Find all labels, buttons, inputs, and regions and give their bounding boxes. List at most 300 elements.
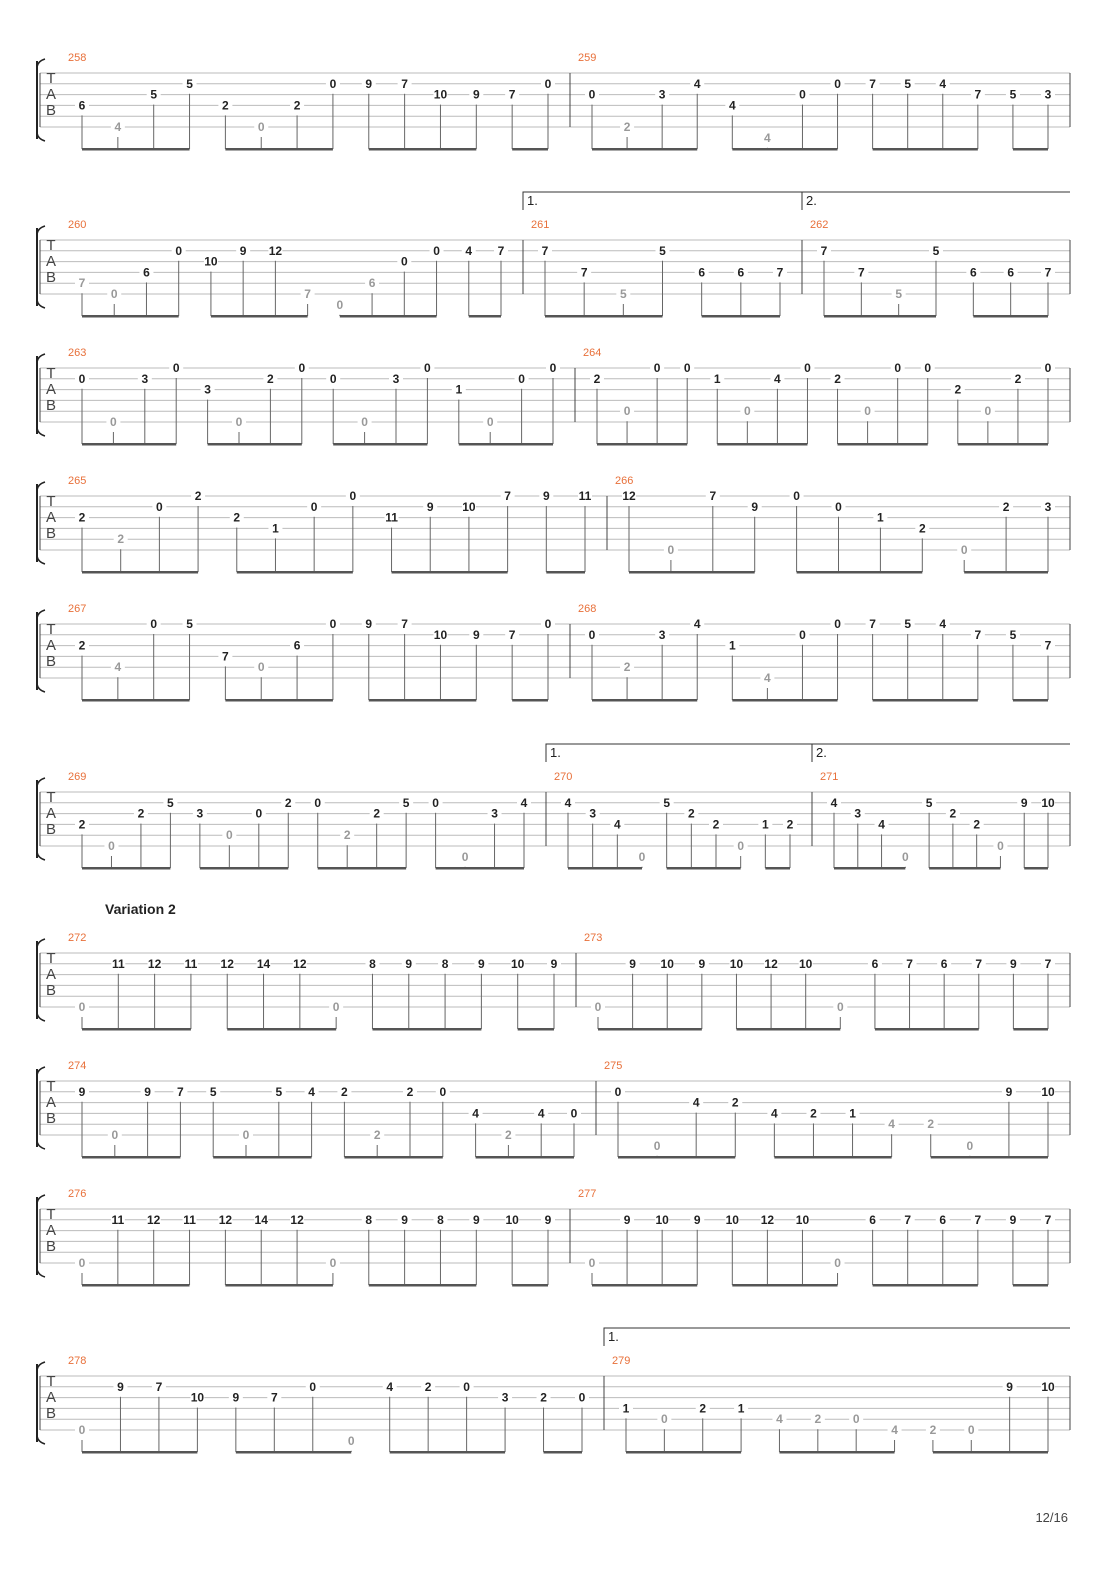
tab-clef-letter: T bbox=[46, 1206, 56, 1223]
fret-number: 7 bbox=[401, 76, 408, 91]
fret-number: 9 bbox=[1005, 1084, 1013, 1099]
fret-number: 2 bbox=[267, 371, 274, 386]
fret-number: 0 bbox=[347, 1433, 355, 1448]
measure-number: 266 bbox=[615, 475, 634, 487]
fret-number: 2 bbox=[137, 806, 145, 821]
fret-number: 0 bbox=[309, 1379, 317, 1394]
fret-number: 0 bbox=[242, 1128, 250, 1142]
fret-number: 5 bbox=[895, 287, 903, 301]
fret-number: 7 bbox=[580, 265, 588, 280]
tab-clef-letter: T bbox=[46, 493, 56, 510]
fret-number: 6 bbox=[940, 956, 948, 971]
fret-number: 3 bbox=[1044, 87, 1052, 102]
fret-number: 4 bbox=[764, 671, 771, 685]
beam bbox=[1024, 867, 1048, 870]
fret-number: 5 bbox=[402, 795, 410, 810]
fret-number: 2 bbox=[949, 806, 957, 821]
beam bbox=[82, 1156, 180, 1159]
bracket-hook-bottom bbox=[37, 1269, 45, 1277]
bracket-hook-bottom bbox=[37, 1013, 45, 1021]
beam bbox=[973, 315, 1048, 318]
fret-number: 2 bbox=[699, 1401, 707, 1416]
beam bbox=[1013, 1028, 1048, 1031]
fret-number: 0 bbox=[518, 371, 525, 386]
beam bbox=[237, 571, 353, 574]
tab-clef-letter: T bbox=[46, 237, 56, 254]
fret-number: 2 bbox=[117, 532, 125, 547]
fret-number: 6 bbox=[293, 638, 301, 653]
fret-number: 0 bbox=[544, 76, 552, 91]
beam bbox=[618, 1156, 735, 1159]
fret-number: 5 bbox=[186, 617, 193, 631]
fret-number: 0 bbox=[298, 361, 306, 375]
fret-number: 10 bbox=[795, 1212, 810, 1227]
fret-number: 4 bbox=[878, 817, 885, 832]
fret-number: 1 bbox=[877, 510, 884, 525]
fret-number: 9 bbox=[472, 1212, 480, 1227]
fret-number: 10 bbox=[505, 1212, 519, 1227]
fret-number: 11 bbox=[111, 956, 125, 971]
fret-number: 10 bbox=[799, 956, 813, 971]
fret-number: 9 bbox=[401, 1212, 408, 1227]
tab-system bbox=[37, 1060, 1070, 1159]
beam bbox=[626, 1451, 741, 1454]
fret-number: 2 bbox=[786, 817, 794, 832]
beam bbox=[512, 1284, 548, 1287]
tab-clef-letter: T bbox=[46, 365, 56, 382]
tab-clef-letter: B bbox=[45, 821, 57, 838]
fret-number: 9 bbox=[1010, 956, 1017, 971]
bracket-hook-top bbox=[37, 1195, 45, 1203]
fret-number: 0 bbox=[966, 1138, 974, 1153]
beam bbox=[702, 315, 780, 318]
beam bbox=[82, 1284, 190, 1287]
fret-number: 0 bbox=[588, 1256, 596, 1270]
fret-number: 0 bbox=[835, 499, 842, 514]
fret-number: 10 bbox=[511, 956, 525, 971]
fret-number: 4 bbox=[308, 1084, 315, 1099]
fret-number: 5 bbox=[186, 76, 193, 91]
fret-number: 4 bbox=[693, 617, 701, 631]
fret-number: 7 bbox=[906, 956, 913, 971]
fret-number: 2 bbox=[505, 1128, 512, 1142]
beam bbox=[765, 867, 790, 870]
beam bbox=[732, 699, 837, 702]
fret-number: 7 bbox=[222, 649, 229, 664]
fret-number: 0 bbox=[329, 617, 337, 631]
bracket-hook-top bbox=[37, 354, 45, 362]
volta-label: 2. bbox=[806, 193, 817, 208]
fret-number: 0 bbox=[400, 254, 408, 269]
fret-number: 12 bbox=[147, 1212, 161, 1227]
beam bbox=[774, 1156, 891, 1159]
fret-number: 4 bbox=[888, 1117, 895, 1132]
beam bbox=[208, 443, 302, 446]
fret-number: 4 bbox=[472, 1106, 479, 1121]
fret-number: 9 bbox=[117, 1379, 124, 1394]
fret-number: 12 bbox=[293, 956, 307, 971]
beam bbox=[211, 315, 308, 318]
fret-number: 9 bbox=[232, 1390, 240, 1405]
fret-number: 3 bbox=[854, 806, 862, 821]
fret-number: 0 bbox=[614, 1084, 622, 1099]
fret-number: 9 bbox=[365, 76, 373, 91]
fret-number: 2 bbox=[540, 1390, 547, 1405]
beam bbox=[225, 699, 333, 702]
fret-number: 0 bbox=[461, 849, 469, 864]
fret-number: 9 bbox=[472, 87, 480, 102]
beam bbox=[592, 148, 697, 151]
beam bbox=[82, 1451, 197, 1454]
fret-number: 2 bbox=[406, 1084, 414, 1099]
fret-number: 0 bbox=[638, 849, 646, 864]
fret-number: 12 bbox=[268, 243, 283, 258]
fret-number: 3 bbox=[501, 1390, 509, 1405]
fret-number: 2 bbox=[284, 795, 292, 810]
fret-number: 10 bbox=[1041, 1084, 1055, 1099]
fret-number: 9 bbox=[542, 489, 550, 503]
measure-number: 259 bbox=[578, 52, 597, 64]
fret-number: 4 bbox=[939, 617, 947, 631]
fret-number: 9 bbox=[693, 1212, 701, 1227]
beam bbox=[369, 699, 477, 702]
fret-number: 0 bbox=[743, 404, 751, 419]
beam bbox=[929, 867, 1000, 870]
fret-number: 0 bbox=[1044, 361, 1052, 375]
tab-clef-letter: B bbox=[45, 397, 57, 414]
fret-number: 2 bbox=[927, 1117, 935, 1132]
bracket-hook-top bbox=[37, 1362, 45, 1370]
fret-number: 9 bbox=[144, 1084, 151, 1099]
beam bbox=[1013, 1284, 1048, 1287]
fret-number: 4 bbox=[386, 1379, 394, 1394]
fret-number: 0 bbox=[984, 404, 992, 419]
beam bbox=[545, 315, 663, 318]
fret-number: 9 bbox=[1006, 1379, 1013, 1394]
fret-number: 6 bbox=[698, 265, 706, 280]
bracket-hook-bottom bbox=[37, 1141, 45, 1149]
fret-number: 4 bbox=[939, 76, 947, 91]
beam bbox=[779, 1451, 894, 1454]
fret-number: 2 bbox=[834, 371, 841, 386]
tab-system bbox=[37, 192, 1070, 318]
fret-number: 0 bbox=[111, 1128, 119, 1142]
bracket-hook-top bbox=[37, 226, 45, 234]
fret-number: 0 bbox=[486, 415, 494, 429]
beam bbox=[82, 699, 190, 702]
fret-number: 0 bbox=[588, 627, 596, 642]
fret-number: 3 bbox=[392, 371, 400, 386]
fret-number: 12 bbox=[622, 489, 636, 503]
fret-number: 4 bbox=[692, 1095, 700, 1110]
tab-clef-letter: B bbox=[45, 269, 57, 286]
beam bbox=[340, 315, 437, 318]
fret-number: 5 bbox=[619, 287, 627, 301]
fret-number: 4 bbox=[465, 243, 473, 258]
fret-number: 9 bbox=[550, 956, 558, 971]
fret-number: 1 bbox=[455, 382, 463, 397]
beam bbox=[736, 1028, 840, 1031]
beam bbox=[873, 699, 978, 702]
beam bbox=[933, 1451, 1048, 1454]
fret-number: 10 bbox=[729, 956, 744, 971]
fret-number: 10 bbox=[190, 1390, 205, 1405]
fret-number: 7 bbox=[776, 265, 784, 280]
fret-number: 2 bbox=[973, 817, 981, 832]
fret-number: 1 bbox=[737, 1401, 745, 1416]
fret-number: 5 bbox=[167, 795, 174, 810]
tab-clef-letter: T bbox=[46, 1373, 56, 1390]
fret-number: 6 bbox=[143, 265, 150, 280]
fret-number: 2 bbox=[194, 489, 202, 503]
beam bbox=[390, 1451, 505, 1454]
fret-number: 9 bbox=[544, 1212, 552, 1227]
measure-number: 265 bbox=[68, 475, 87, 487]
fret-number: 0 bbox=[804, 361, 811, 375]
fret-number: 7 bbox=[1044, 265, 1052, 280]
measure-number: 268 bbox=[578, 603, 597, 615]
tab-clef-letter: T bbox=[46, 621, 56, 638]
bracket-hook-top bbox=[37, 1067, 45, 1075]
fret-number: 0 bbox=[667, 543, 675, 557]
fret-number: 2 bbox=[343, 828, 351, 843]
beam bbox=[82, 571, 198, 574]
beam bbox=[834, 867, 905, 870]
fret-number: 0 bbox=[836, 1000, 844, 1014]
beam bbox=[797, 571, 923, 574]
fret-number: 0 bbox=[793, 489, 800, 503]
fret-number: 4 bbox=[114, 120, 122, 134]
tab-clef-letter: A bbox=[45, 637, 57, 654]
fret-number: 0 bbox=[653, 1138, 661, 1153]
tab-clef-letter: B bbox=[45, 1238, 57, 1255]
beam bbox=[629, 571, 755, 574]
tab-clef-letter: B bbox=[45, 102, 57, 119]
fret-number: 10 bbox=[660, 956, 674, 971]
fret-number: 0 bbox=[799, 627, 806, 642]
tab-clef-letter: B bbox=[45, 525, 57, 542]
fret-number: 9 bbox=[1020, 795, 1028, 810]
bracket-hook-bottom bbox=[37, 133, 45, 141]
beam bbox=[372, 1028, 481, 1031]
fret-number: 6 bbox=[939, 1212, 947, 1227]
measure-number: 260 bbox=[68, 219, 87, 231]
fret-number: 3 bbox=[658, 87, 666, 102]
beam bbox=[227, 1028, 336, 1031]
fret-number: 10 bbox=[725, 1212, 739, 1227]
fret-number: 7 bbox=[508, 87, 516, 102]
fret-number: 7 bbox=[709, 489, 717, 503]
fret-number: 0 bbox=[864, 404, 871, 419]
fret-number: 5 bbox=[663, 795, 671, 810]
fret-number: 4 bbox=[830, 795, 838, 810]
fret-number: 2 bbox=[918, 521, 926, 536]
beam bbox=[436, 867, 524, 870]
beam bbox=[344, 1156, 442, 1159]
fret-number: 8 bbox=[437, 1212, 444, 1227]
bracket-hook-bottom bbox=[37, 852, 45, 860]
fret-number: 5 bbox=[1009, 627, 1017, 642]
measure-number: 274 bbox=[68, 1060, 87, 1072]
fret-number: 4 bbox=[764, 130, 771, 145]
fret-number: 7 bbox=[304, 287, 311, 301]
fret-number: 0 bbox=[424, 361, 431, 375]
beam bbox=[82, 867, 170, 870]
fret-number: 3 bbox=[141, 371, 149, 386]
fret-number: 0 bbox=[329, 1256, 337, 1270]
beam bbox=[318, 867, 406, 870]
beam bbox=[546, 571, 585, 574]
fret-number: 4 bbox=[537, 1106, 545, 1121]
fret-number: 0 bbox=[78, 1256, 86, 1270]
fret-number: 0 bbox=[439, 1084, 447, 1099]
fret-number: 8 bbox=[369, 956, 376, 971]
fret-number: 2 bbox=[341, 1084, 348, 1099]
fret-number: 0 bbox=[361, 415, 368, 429]
measure-number: 269 bbox=[68, 771, 87, 783]
beam bbox=[518, 1028, 554, 1031]
fret-number: 7 bbox=[974, 627, 982, 642]
fret-number: 11 bbox=[183, 1212, 196, 1227]
fret-number: 0 bbox=[172, 361, 180, 375]
beam bbox=[82, 1028, 191, 1031]
fret-number: 4 bbox=[613, 817, 621, 832]
fret-number: 9 bbox=[426, 499, 434, 514]
bracket-hook-top bbox=[37, 610, 45, 618]
page-number: 12/16 bbox=[1035, 1510, 1068, 1525]
fret-number: 0 bbox=[834, 76, 841, 91]
fret-number: 4 bbox=[774, 371, 781, 386]
volta-label: 2. bbox=[816, 745, 827, 760]
fret-number: 7 bbox=[975, 956, 983, 971]
fret-number: 5 bbox=[904, 617, 912, 631]
fret-number: 9 bbox=[751, 499, 759, 514]
tab-clef-letter: B bbox=[45, 653, 57, 670]
beam bbox=[333, 443, 427, 446]
beam bbox=[568, 867, 642, 870]
fret-number: 0 bbox=[329, 76, 337, 91]
tab-clef-letter: B bbox=[45, 1405, 57, 1422]
beam bbox=[732, 148, 837, 151]
fret-number: 0 bbox=[588, 87, 596, 102]
beam bbox=[875, 1028, 979, 1031]
fret-number: 10 bbox=[1041, 795, 1055, 810]
beam bbox=[824, 315, 936, 318]
fret-number: 7 bbox=[270, 1390, 278, 1405]
fret-number: 12 bbox=[220, 956, 234, 971]
fret-number: 11 bbox=[111, 1212, 125, 1227]
fret-number: 14 bbox=[254, 1212, 268, 1227]
fret-number: 1 bbox=[622, 1401, 630, 1416]
fret-number: 0 bbox=[257, 660, 265, 675]
fret-number: 2 bbox=[593, 371, 601, 386]
fret-number: 7 bbox=[869, 617, 876, 631]
tab-clef-letter: B bbox=[45, 1110, 57, 1127]
fret-number: 10 bbox=[433, 627, 448, 642]
fret-number: 1 bbox=[713, 371, 721, 386]
fret-number: 5 bbox=[932, 243, 940, 258]
fret-number: 7 bbox=[820, 243, 828, 258]
fret-number: 2 bbox=[810, 1106, 817, 1121]
beam bbox=[958, 443, 1048, 446]
fret-number: 9 bbox=[478, 956, 485, 971]
fret-number: 3 bbox=[589, 806, 597, 821]
fret-number: 0 bbox=[834, 1256, 841, 1270]
fret-number: 0 bbox=[653, 361, 661, 375]
fret-number: 1 bbox=[849, 1106, 856, 1121]
fret-number: 0 bbox=[544, 617, 552, 631]
beam bbox=[225, 1284, 333, 1287]
fret-number: 0 bbox=[255, 806, 263, 821]
fret-number: 9 bbox=[78, 1084, 86, 1099]
fret-number: 1 bbox=[272, 521, 279, 536]
fret-number: 6 bbox=[969, 265, 977, 280]
fret-number: 4 bbox=[891, 1423, 898, 1437]
tab-clef-letter: T bbox=[46, 1078, 56, 1095]
fret-number: 9 bbox=[239, 243, 247, 258]
measure-number: 275 bbox=[604, 1060, 623, 1072]
measure-number: 261 bbox=[531, 219, 550, 231]
fret-number: 9 bbox=[365, 617, 373, 631]
fret-number: 6 bbox=[1007, 265, 1015, 280]
fret-number: 2 bbox=[373, 806, 381, 821]
beam bbox=[369, 1284, 477, 1287]
measure-number: 276 bbox=[68, 1188, 87, 1200]
fret-number: 7 bbox=[869, 76, 876, 91]
fret-number: 0 bbox=[336, 297, 344, 312]
fret-number: 0 bbox=[737, 839, 745, 853]
beam bbox=[544, 1451, 582, 1454]
bracket-hook-bottom bbox=[37, 1436, 45, 1444]
fret-number: 3 bbox=[658, 627, 666, 642]
fret-number: 2 bbox=[1014, 371, 1022, 386]
bracket-hook-top bbox=[37, 59, 45, 67]
fret-number: 0 bbox=[332, 1000, 340, 1014]
bracket-hook-bottom bbox=[37, 556, 45, 564]
fret-number: 3 bbox=[1044, 499, 1052, 514]
fret-number: 4 bbox=[114, 660, 122, 675]
fret-number: 5 bbox=[209, 1084, 217, 1099]
fret-number: 0 bbox=[349, 489, 357, 503]
beam bbox=[236, 1451, 351, 1454]
tab-clef-letter: A bbox=[45, 86, 57, 103]
fret-number: 0 bbox=[924, 361, 932, 375]
fret-number: 6 bbox=[368, 276, 376, 291]
volta-bracket bbox=[523, 192, 1070, 210]
fret-number: 7 bbox=[78, 276, 86, 291]
volta-bracket bbox=[812, 744, 1070, 762]
beam bbox=[469, 315, 501, 318]
tab-clef-letter: T bbox=[46, 70, 56, 87]
fret-number: 9 bbox=[629, 956, 636, 971]
bracket-hook-top bbox=[37, 778, 45, 786]
fret-number: 9 bbox=[405, 956, 413, 971]
fret-number: 2 bbox=[424, 1379, 432, 1394]
fret-number: 10 bbox=[462, 499, 476, 514]
volta-label: 1. bbox=[608, 1329, 619, 1344]
fret-number: 0 bbox=[235, 415, 243, 429]
fret-number: 0 bbox=[960, 543, 968, 557]
beam bbox=[459, 443, 553, 446]
volta-bracket bbox=[546, 744, 1070, 762]
beam bbox=[873, 1284, 978, 1287]
fret-number: 0 bbox=[78, 1423, 86, 1437]
fret-number: 7 bbox=[1044, 956, 1052, 971]
beam bbox=[598, 1028, 702, 1031]
fret-number: 5 bbox=[659, 243, 666, 258]
fret-number: 7 bbox=[1044, 638, 1052, 653]
measure-number: 263 bbox=[68, 347, 87, 359]
